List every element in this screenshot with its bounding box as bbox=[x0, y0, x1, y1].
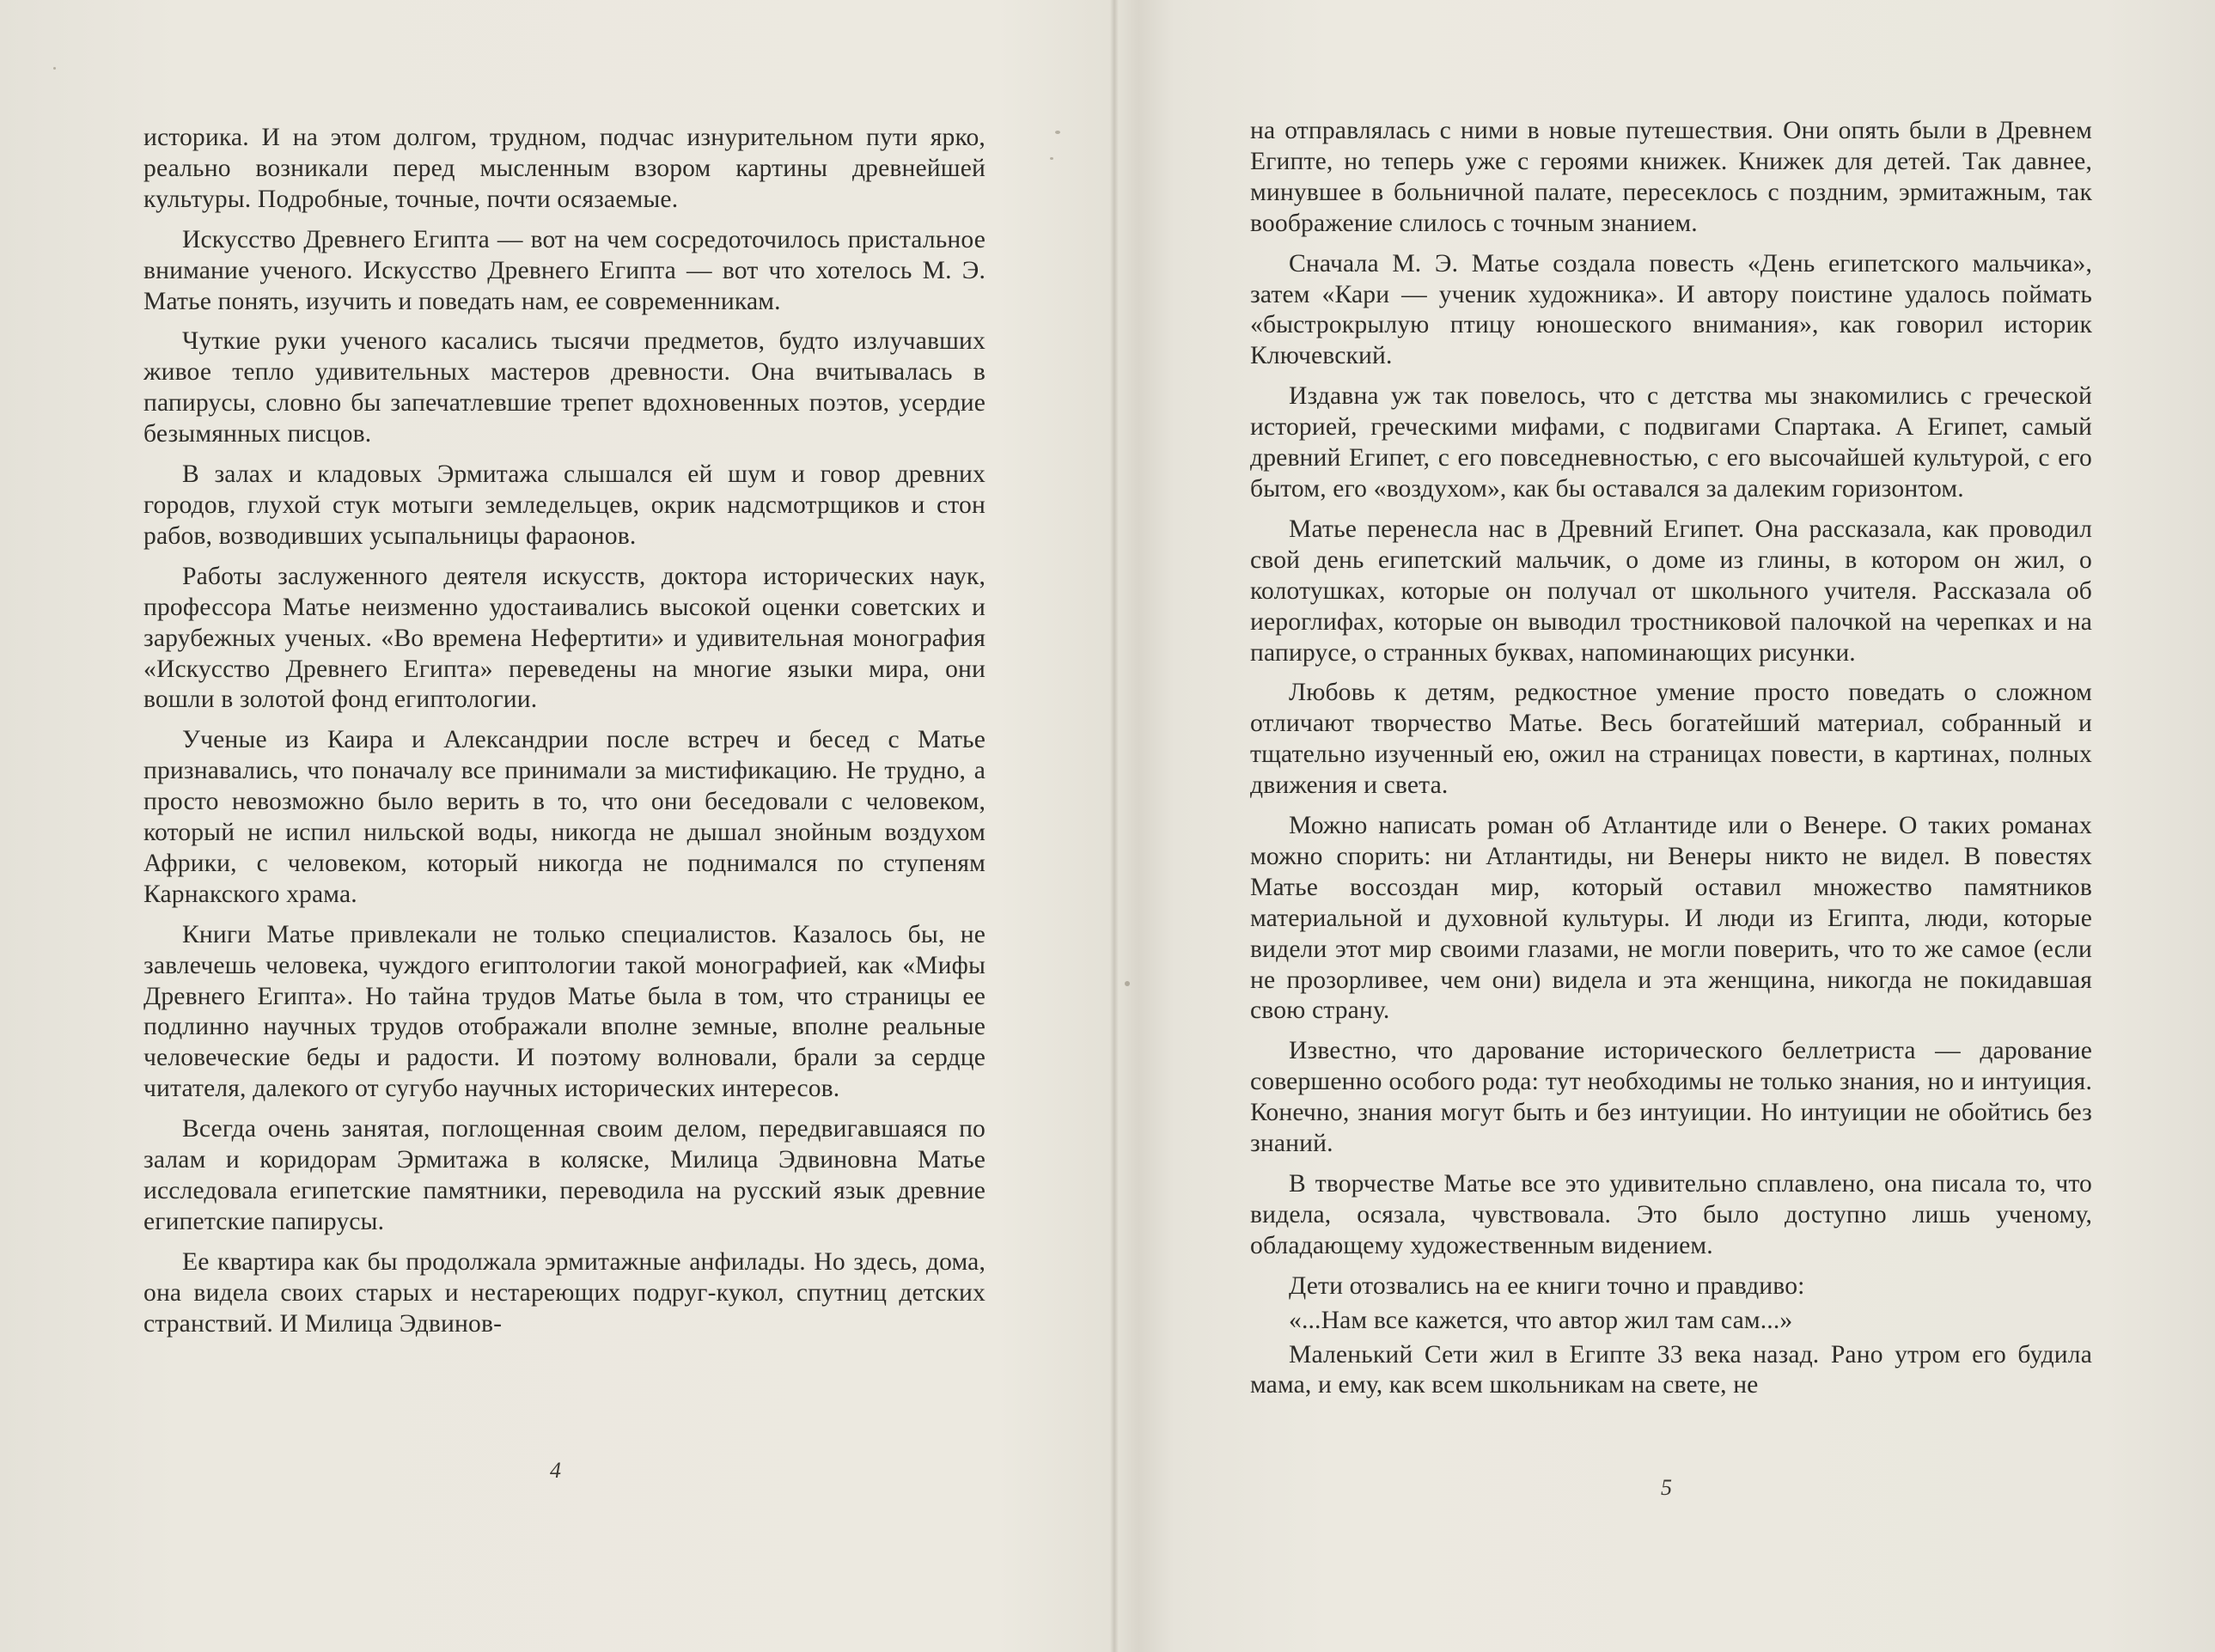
paragraph: на отправлялась с ними в новые путешествия. Они опять были в Древнем Египте, но теперь уже с героями книжек. Книжек для детей. Так давнее, минувшее в больничной палате, пересеклось с поздним, эрмитажным, так воображение слилось с точным знанием. bbox=[1250, 117, 2092, 237]
paragraph: Чуткие руки ученого касались тысячи предметов, будто излучавших живое тепло удивительных мастеров древности. Она вчитывалась в папирусы, словно бы запечатлевшие трепет вдохновенных поэтов, усердие безымянных писцов. bbox=[143, 327, 985, 448]
paragraph: Работы заслуженного деятеля искусств, доктора исторических наук, профессора Матье неизменно удостаивались высокой оценки советских и зарубежных ученых. «Во времена Нефертити» и удивительная монография «Искусство Древнего Египта» переведены на многие языки мира, они вошли в золотой фонд египтологии. bbox=[143, 562, 985, 714]
paragraph: Искусство Древнего Египта — вот на чем сосредоточилось пристальное внимание ученого. Искусство Древнего Египта — вот что хотелось М. Э. Матье понять, изучить и поведать нам, ее современникам. bbox=[143, 225, 985, 315]
right-page-text bbox=[1250, 116, 2092, 1411]
paragraph: Всегда очень занятая, поглощенная своим делом, передвигавшаяся по залам и коридорам Эрмитажа в коляске, Милица Эдвиновна Матье исследовала египетские памятники, переводила на русский язык древние египетские папирусы. bbox=[143, 1115, 985, 1235]
paragraph: Ученые из Каира и Александрии после встреч и бесед с Матье признавались, что поначалу все принимали за мистификацию. Не трудно, а просто невозможно было верить в то, что они беседовали с человеком, который не испил нильской воды, никогда не дышал знойным воздухом Африки, с человеком, который никогда не поднимался по ступеням Карнакского храма. bbox=[143, 726, 985, 908]
paragraph: Известно, что дарование исторического беллетриста — дарование совершенно особого рода: тут необходимы не только знания, но и интуиция. Конечно, знания могут быть и без интуиции. Но интуиции не обойтись без знаний. bbox=[1250, 1037, 2092, 1158]
book-gutter bbox=[1110, 0, 1119, 1652]
paragraph: Дети отозвались на ее книги точно и правдиво: bbox=[1289, 1271, 1805, 1300]
paragraph: В творчестве Матье все это удивительно сплавлено, она писала то, что видела, осязала, чувствовала. Это было доступно лишь ученому, обладающему художественным видением. bbox=[1250, 1170, 2092, 1259]
paragraph: Издавна уж так повелось, что с детства мы знакомились с греческой историей, греческими мифами, с подвигами Спартака. А Египет, самый древний Египет, с его повседневностью, с его высочайшей культурой, с его бытом, его «воздухом», как бы оставался за далеким горизонтом. bbox=[1250, 382, 2092, 503]
paragraph: Книги Матье привлекали не только специалистов. Казалось бы, не завлечешь человека, чуждого египтологии такой монографией, как «Мифы Древнего Египта». Но тайна трудов Матье была в том, что страницы ее подлинно научных трудов отображали вполне земные, вполне реальные человеческие беды и радости. И поэтому волновали, брали за сердце читателя, далекого от сугубо научных исторических интересов. bbox=[143, 920, 985, 1103]
paper-speck bbox=[53, 67, 56, 70]
paragraph: Матье перенесла нас в Древний Египет. Она рассказала, как проводил свой день египетский мальчик, о доме из глины, в котором он жил, о колотушках, которые он получал от школьного учителя. Рассказала об иероглифах, которые он выводил тростниковой палочкой на черепках и на папирусе, о странных буквах, напоминающих рисунки. bbox=[1250, 515, 2092, 667]
paper-speck bbox=[1050, 157, 1053, 160]
paragraph: историка. И на этом долгом, трудном, подчас изнурительном пути ярко, реально возникали перед мысленным взором картины древнейшей культуры. Подробные, точные, почти осязаемые. bbox=[143, 124, 985, 213]
page-number-left: 4 bbox=[550, 1458, 561, 1483]
paragraph: Можно написать роман об Атлантиде или о Венере. О таких романах можно спорить: ни Атлантиды, ни Венеры никто не видел. В повестях Матье воссоздан мир, который оставил множество памятников материальной и духовной культуры. И люди из Египта, люди, которые видели этот мир своими глазами, не могли поверить, что то же самое (если не прозорливее, чем они) видела и эта женщина, никогда не покидавшая свою страну. bbox=[1250, 812, 2092, 1025]
paper-speck bbox=[1055, 131, 1060, 134]
paper-speck bbox=[1125, 981, 1130, 986]
page-number-right: 5 bbox=[1661, 1475, 1672, 1500]
paragraph: Маленький Сети жил в Египте 33 века назад. Рано утром его будила мама, и ему, как всем школьникам на свете, не bbox=[1250, 1340, 2092, 1399]
quotation: «...Нам все кажется, что автор жил там сам...» bbox=[1289, 1306, 1793, 1334]
paragraph: Любовь к детям, редкостное умение просто поведать о сложном отличают творчество Матье. Весь богатейший материал, собранный и тщательно изученный ею, ожил на страницах повести, в картинах, полных движения и света. bbox=[1250, 679, 2092, 800]
paragraph: Сначала М. Э. Матье создала повесть «День египетского мальчика», затем «Кари — ученик художника». И автору поистине удалось поймать «быстрокрылую птицу юношеского внимания», как говорил историк Ключевский. bbox=[1250, 249, 2092, 370]
paragraph: В залах и кладовых Эрмитажа слышался ей шум и говор древних городов, глухой стук мотыги земледельцев, окрик надсмотрщиков и стон рабов, возводивших усыпальницы фараонов. bbox=[143, 460, 985, 550]
left-page-text bbox=[143, 123, 985, 1350]
paragraph: Ее квартира как бы продолжала эрмитажные анфилады. Но здесь, дома, она видела своих старых и нестареющих подруг-кукол, спутниц детских странствий. И Милица Эдвинов- bbox=[143, 1247, 985, 1338]
